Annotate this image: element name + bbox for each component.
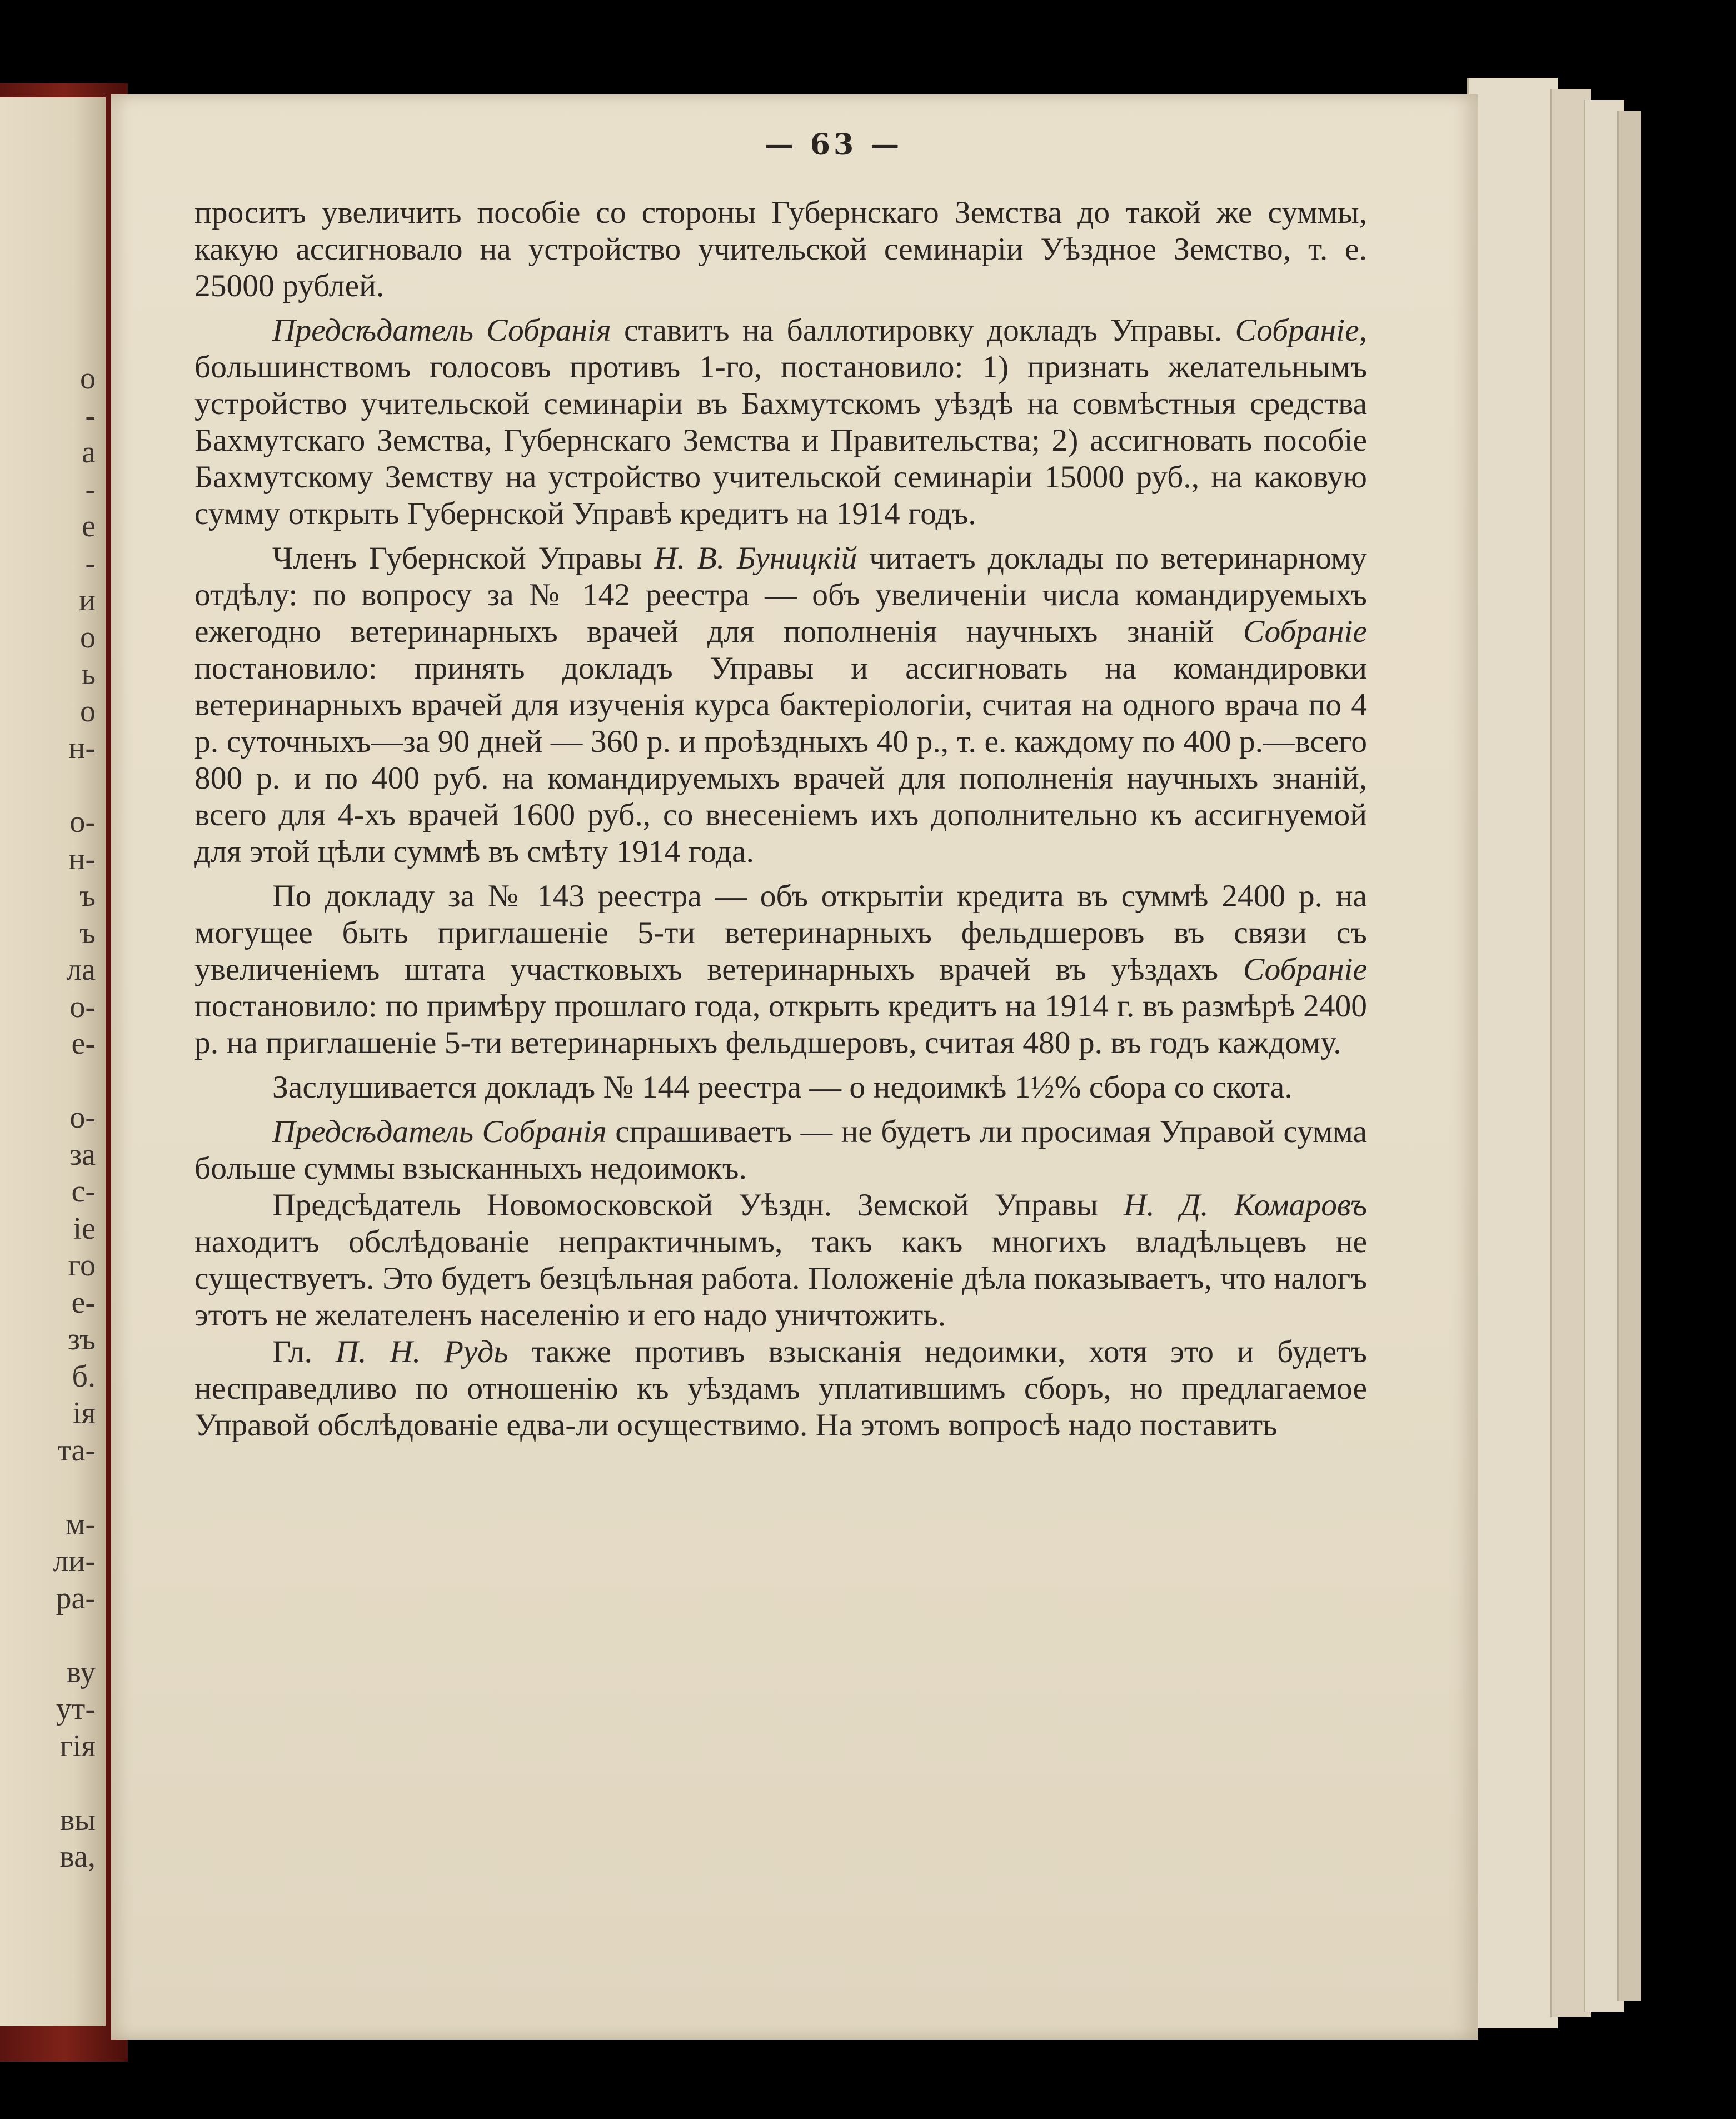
previous-page-fragment: е- [71,1026,96,1061]
previous-page-fragment: и [79,583,96,617]
page-body-text [194,195,1367,1444]
previous-page-fragment: ь [81,657,96,691]
previous-page-fragment [0,1469,106,1506]
paragraph-text: По докладу за № 143 реестра — объ открытiи кредита въ суммѣ 2400 р. на могущее быть приглашенiе 5-ти ветеринарныхъ фельдшеровъ въ связи съ увеличенiемъ штата участковыхъ ветеринарныхъ врачей въ уѣздахъ [194,879,1367,987]
previous-page-fragment: о- [69,1100,96,1135]
paragraph-text: читаетъ доклады по ветеринарному отдѣлу: по вопросу за № 142 реестра — объ увеличенiи числа командируемыхъ ежегодно ветеринарныхъ врачей для пополненiя научныхъ знанiй [194,541,1367,649]
previous-page-fragment: ie [73,1211,96,1246]
paragraph-text: проситъ увеличить пособiе со стороны Губернскаго Земства до такой же суммы, какую ассигновало на устройство учительской семинарiи Уѣздное Земство, т. е. 25000 рублей. [194,195,1367,303]
previous-page-fragment: ла [66,953,96,987]
speaker-name: Предсѣдатель Собранiя [272,1114,607,1149]
paragraph-text: находитъ обслѣдованiе непрактичнымъ, такъ какъ многихъ владѣльцевъ не существуетъ. Это будетъ безцѣльная работа. Положенiе дѣла показываетъ, что налогъ этотъ не желателенъ населенiю и его надо уничтожить. [194,1224,1367,1333]
paragraph [194,195,1367,305]
paragraph-text: спрашиваетъ — не будетъ ли просимая Управой сумма больше суммы взысканныхъ недоимокъ. [194,1114,1367,1186]
emphasis: Собранiе [1243,614,1367,649]
previous-page-fragment: о [80,620,96,655]
paragraph [194,312,1367,532]
previous-page-fragment: iя [72,1396,96,1430]
paragraph-text: большинствомъ голосовъ противъ 1-го, постановило: 1) признать желательнымъ устройство учительской семинарiи въ Бахмутскомъ уѣздѣ на совмѣстныя средства Бахмутскаго Земства, Губернскаго Земства и Правительства; 2) ассигновать пособiе Бахмутскому Земству на устройство учительской семинарiи 15000 руб., на каковую сумму открыть Губернской Управѣ кредитъ на 1914 годъ. [194,350,1367,531]
previous-page-fragment: с- [71,1174,96,1209]
previous-page-fragment [0,323,106,361]
paragraph-text: Членъ Губернской Управы [272,541,654,576]
paragraph [194,1187,1367,1334]
previous-page-fragment [0,1764,106,1802]
previous-page-fragment: а [82,435,96,470]
speaker-name: Н. Д. Комаровъ [1123,1188,1367,1223]
emphasis: Собранiе [1243,952,1367,987]
speaker-name: Предсѣдатель Собранiя [272,313,611,348]
paragraph [194,1114,1367,1187]
paragraph [194,540,1367,870]
previous-page-fragment [0,1617,106,1654]
previous-page-fragment: е- [71,1285,96,1320]
previous-page-fragment: о [80,361,96,396]
previous-page-fragment: е [82,509,96,544]
paragraph-text: ставитъ на баллотировку докладъ Управы. [611,313,1235,348]
previous-page-fragment: о [80,694,96,729]
previous-page-fragment: ва, [59,1839,96,1874]
previous-page-fragment: о- [69,805,96,839]
previous-page-fragment: н- [68,841,96,876]
previous-page-fragment: - [85,398,96,433]
paragraph-text: постановило: принять докладъ Управы и ассигновать на командировки ветеринарныхъ врачей для изученiя курса бактерiологiи, считая на одного врача по 4 р. суточныхъ—за 90 дней — 360 р. и проѣздныхъ 40 р., т. е. каждому по 400 р.—всего 800 р. и по 400 руб. на командируемыхъ врачей для пополненiя научныхъ знанiй, всего для 4-хъ врачей 1600 руб., со внесенiемъ ихъ дополнительно къ ассигнуемой для этой цѣли суммѣ въ смѣту 1914 года. [194,651,1367,869]
paragraph-text: Гл. [272,1334,336,1369]
speaker-name: П. Н. Рудь [335,1334,508,1369]
emphasis: Собранiе, [1235,313,1367,348]
previous-page-fragment: ъ [79,879,96,913]
previous-page-fragment: гiя [59,1728,96,1763]
paragraph-text: постановило: по примѣру прошлаго года, открыть кредитъ на 1914 г. въ размѣрѣ 2400 р. на приглашенiе 5-ти ветеринарныхъ фельдшеровъ, считая 480 р. въ годъ каждому. [194,989,1367,1060]
previous-page-fragment: ъ [79,915,96,950]
page-edge [1617,111,1641,2001]
page-number: — 63 — [764,128,903,162]
previous-page-fragment: о- [69,989,96,1024]
previous-page-line-endings [0,286,106,1876]
previous-page-fragment [0,1063,106,1100]
previous-page-fragment: м- [65,1507,96,1542]
previous-page-fragment [0,286,106,323]
previous-page-fragment: б. [72,1359,96,1394]
previous-page-fragment: ли- [53,1544,96,1578]
page-edge [1467,78,1558,2028]
previous-page-fragment: та- [57,1433,96,1468]
previous-page-fragment: ут- [56,1692,96,1726]
paragraph [194,1069,1367,1106]
paragraph-text: также противъ взысканiя недоимки, хотя это и будетъ несправедливо по отношенiю къ уѣздамъ уплатившимъ сборъ, но предлагаемое Управой обслѣдованiе едва-ли осуществимо. На этомъ вопросѣ надо поставить [194,1334,1367,1443]
previous-page-fragment: вы [59,1802,96,1837]
book-page [111,94,1478,2040]
speaker-name: Н. В. Буницкiй [654,541,857,576]
previous-page-fragment: за [69,1137,96,1172]
previous-page-fragment: ву [66,1654,96,1689]
previous-page-fragment: го [68,1248,96,1283]
previous-page-fragment [0,767,106,804]
previous-page-fragment: н- [68,731,96,765]
previous-page-strip [0,97,106,2026]
paragraph [194,878,1367,1061]
previous-page-fragment: - [85,472,96,507]
paragraph-text: Предсѣдатель Новомосковской Уѣздн. Земской Управы [272,1188,1124,1223]
paragraph-text: Заслушивается докладъ № 144 реестра — о недоимкѣ 1½% сбора со скота. [272,1070,1293,1105]
previous-page-fragment: - [85,546,96,581]
previous-page-fragment: ра- [56,1580,96,1616]
previous-page-fragment: зъ [67,1322,96,1357]
paragraph [194,1334,1367,1444]
